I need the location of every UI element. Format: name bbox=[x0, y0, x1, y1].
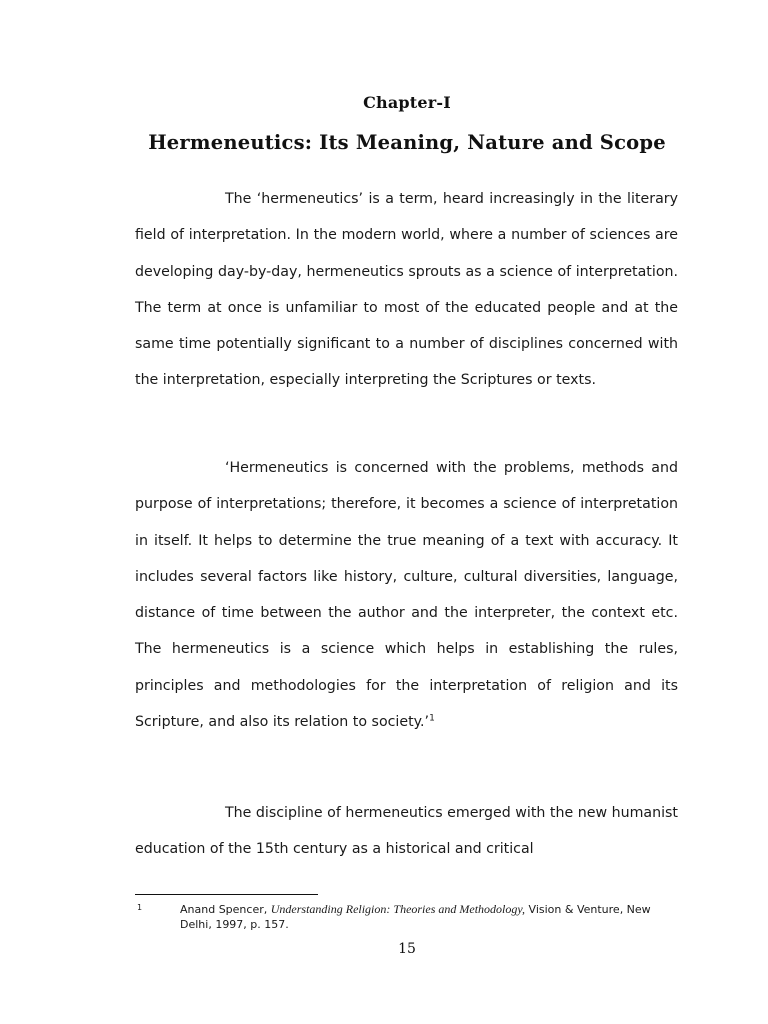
footnote-number: 1 bbox=[137, 903, 143, 912]
paragraph-2-text: ‘Hermeneutics is concerned with the problems, methods and purpose of interpretations; therefore, it becomes a science of interpretation in itself. It helps to determine the true meaning of a text with accuracy. It includes several factors like history, culture, cultural diversities, language, distance of time between the author and the interpreter, the context etc. The hermeneutics is a science which helps in establishing the rules, principles and methodologies for the interpretation of religion and its Scripture, and also its relation to society.’ bbox=[135, 460, 678, 731]
paragraph-1 bbox=[135, 181, 678, 399]
footnote-publication: Vision & Venture, New Delhi, 1997, p. 157. bbox=[180, 903, 651, 931]
page-number: 15 bbox=[398, 941, 416, 957]
footnote-body bbox=[180, 902, 678, 932]
paragraph-2 bbox=[135, 450, 678, 740]
footnote-book-title: Understanding Religion: Theories and Methodology, bbox=[270, 902, 526, 916]
footnote bbox=[135, 902, 678, 932]
footnote-divider bbox=[135, 894, 318, 895]
paragraph-3 bbox=[135, 795, 678, 868]
chapter-title: Hermeneutics: Its Meaning, Nature and Scope bbox=[148, 131, 666, 154]
chapter-label: Chapter-I bbox=[363, 93, 451, 112]
footnote-author: Anand Spencer, bbox=[180, 903, 268, 916]
footnote-reference[interactable]: 1 bbox=[429, 713, 435, 724]
paragraph-1-text: The ‘hermeneutics’ is a term, heard increasingly in the literary field of interpretation. In the modern world, where a number of sciences are developing day-by-day, hermeneutics sprouts as a science of interpretation. The term at once is unfamiliar to most of the educated people and at the same time potentially significant to a number of disciplines concerned with the interpretation, especially interpreting the Scriptures or texts. bbox=[135, 191, 678, 389]
paragraph-3-text: The discipline of hermeneutics emerged with the new humanist education of the 15th century as a historical and critical bbox=[135, 805, 678, 858]
